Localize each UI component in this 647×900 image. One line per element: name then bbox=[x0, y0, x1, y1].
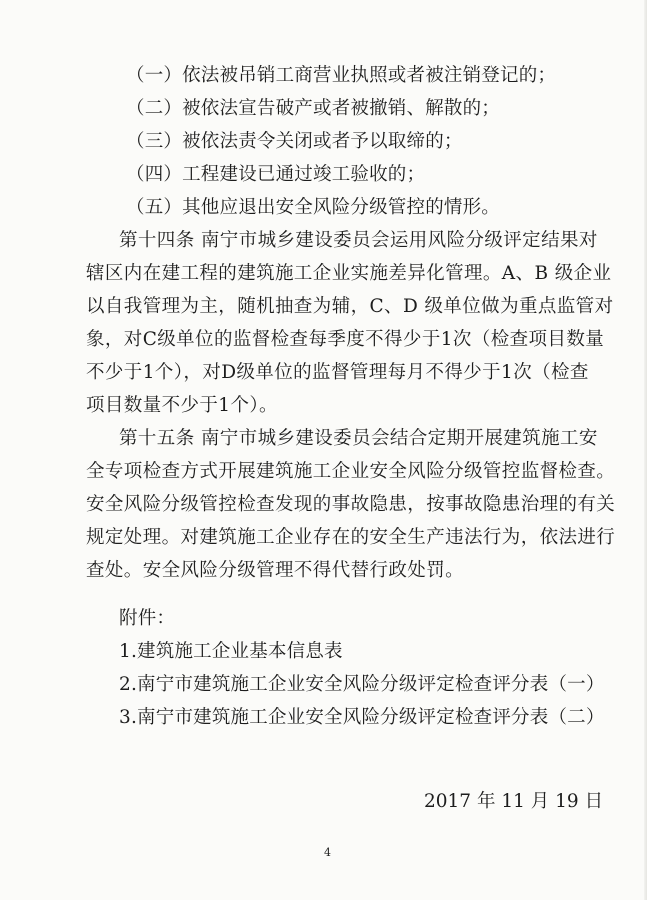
article-14-line: 项目数量不少于1个）。 bbox=[86, 395, 278, 416]
article-15-line: 全专项检查方式开展建筑施工企业安全风险分级管控监督检查。 bbox=[86, 461, 616, 482]
attachment-item: 2.南宁市建筑施工企业安全风险分级评定检查评分表（一） bbox=[119, 674, 605, 695]
attachment-item: 3.南宁市建筑施工企业安全风险分级评定检查评分表（二） bbox=[119, 707, 605, 728]
article-15-line: 查处。安全风险分级管理不得代替行政处罚。 bbox=[86, 560, 465, 581]
document-date: 2017 年 11 月 19 日 bbox=[424, 791, 604, 812]
article-15-line: 安全风险分级管控检查发现的事故隐患，按事故隐患治理的有关 bbox=[86, 494, 616, 515]
list-item: （五）其他应退出安全风险分级管控的情形。 bbox=[126, 197, 501, 218]
list-item: （四）工程建设已通过竣工验收的； bbox=[126, 164, 426, 185]
article-14-line: 象，对C级单位的监督检查每季度不得少于1次（检查项目数量 bbox=[86, 329, 605, 350]
attachments-heading: 附件： bbox=[119, 608, 176, 629]
attachment-item: 1.建筑施工企业基本信息表 bbox=[119, 641, 343, 662]
article-14-line: 以自我管理为主，随机抽查为辅，C、D 级单位做为重点监管对 bbox=[86, 296, 614, 317]
page-number: 4 bbox=[324, 846, 331, 859]
list-item: （二）被依法宣告破产或者被撤销、解散的； bbox=[126, 98, 501, 119]
article-15-line: 规定处理。对建筑施工企业存在的安全生产违法行为，依法进行 bbox=[86, 527, 616, 548]
article-14-line: 第十四条 南宁市城乡建设委员会运用风险分级评定结果对 bbox=[119, 230, 598, 251]
article-15-line: 第十五条 南宁市城乡建设委员会结合定期开展建筑施工安 bbox=[119, 428, 598, 449]
list-item: （三）被依法责令关闭或者予以取缔的； bbox=[126, 131, 463, 152]
article-14-line: 辖区内在建工程的建筑施工企业实施差异化管理。A、B 级企业 bbox=[86, 263, 612, 284]
list-item: （一）依法被吊销工商营业执照或者被注销登记的； bbox=[126, 65, 557, 86]
article-14-line: 不少于1个），对D级单位的监督管理每月不得少于1次（检查 bbox=[86, 362, 589, 383]
